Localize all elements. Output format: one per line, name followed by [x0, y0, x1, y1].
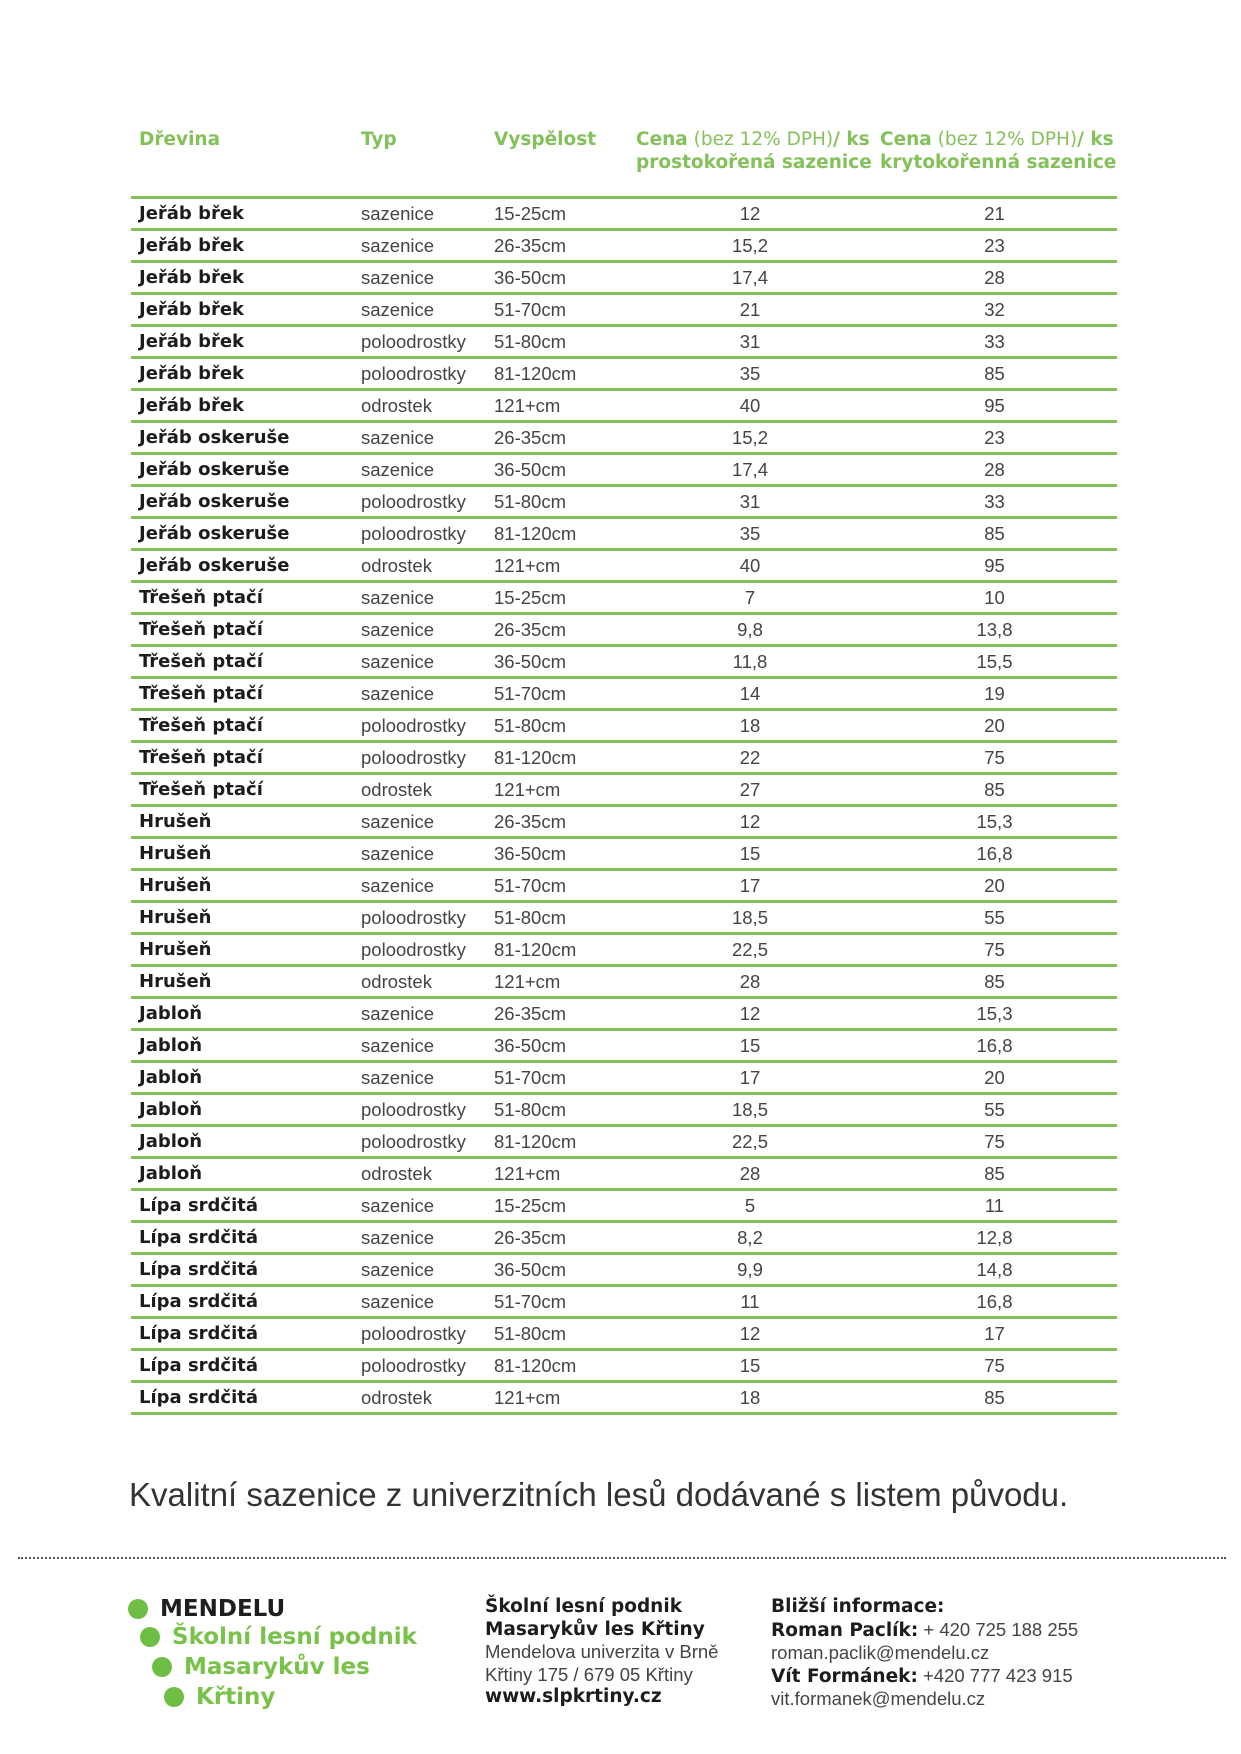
cell-maturity: 51-80cm	[486, 902, 628, 934]
header-type: Typ	[353, 124, 486, 198]
cell-type: sazenice	[353, 870, 486, 902]
table-row	[131, 806, 1117, 838]
cell-type: poloodrostky	[353, 902, 486, 934]
cell-type: poloodrostky	[353, 1318, 486, 1350]
cell-maturity: 51-80cm	[486, 710, 628, 742]
table-row	[131, 870, 1117, 902]
cell-price-bare-root: 18	[628, 1382, 872, 1414]
table-row	[131, 710, 1117, 742]
header-row	[131, 124, 1117, 198]
cell-price-bare-root: 12	[628, 806, 872, 838]
table-row	[131, 454, 1117, 486]
table-row	[131, 742, 1117, 774]
cell-type: poloodrostky	[353, 1126, 486, 1158]
cell-maturity: 15-25cm	[486, 582, 628, 614]
cell-price-container: 13,8	[872, 614, 1117, 646]
cell-species: Jabloň	[131, 1030, 353, 1062]
table-row	[131, 902, 1117, 934]
cell-price-container: 23	[872, 230, 1117, 262]
website-link[interactable]: www.slpkrtiny.cz	[485, 1686, 662, 1707]
table-row	[131, 1318, 1117, 1350]
cell-price-container: 33	[872, 486, 1117, 518]
cell-price-bare-root: 15,2	[628, 230, 872, 262]
cell-price-bare-root: 17,4	[628, 454, 872, 486]
logo-text-3: Masarykův les	[184, 1654, 370, 1680]
cell-price-container: 15,3	[872, 998, 1117, 1030]
cell-price-bare-root: 28	[628, 966, 872, 998]
cell-type: odrostek	[353, 390, 486, 422]
contact-1-email[interactable]: roman.paclik@mendelu.cz	[771, 1642, 990, 1663]
cell-maturity: 51-80cm	[486, 1094, 628, 1126]
contact-2-phone: +420 777 423 915	[917, 1664, 1073, 1686]
logo-text-1: MENDELU	[160, 1596, 286, 1622]
cell-maturity: 121+cm	[486, 550, 628, 582]
cell-maturity: 51-70cm	[486, 1062, 628, 1094]
cell-maturity: 36-50cm	[486, 262, 628, 294]
cell-type: poloodrostky	[353, 710, 486, 742]
cell-species: Jeřáb oskeruše	[131, 486, 353, 518]
cell-maturity: 81-120cm	[486, 742, 628, 774]
cell-type: poloodrostky	[353, 486, 486, 518]
cell-maturity: 36-50cm	[486, 1030, 628, 1062]
cell-maturity: 36-50cm	[486, 454, 628, 486]
cell-species: Jeřáb břek	[131, 358, 353, 390]
cell-type: sazenice	[353, 678, 486, 710]
cell-species: Třešeň ptačí	[131, 614, 353, 646]
price-table-body	[131, 198, 1117, 1414]
table-row	[131, 518, 1117, 550]
cell-maturity: 51-80cm	[486, 326, 628, 358]
cell-price-container: 20	[872, 710, 1117, 742]
cell-price-bare-root: 27	[628, 774, 872, 806]
logo-line-4	[164, 1684, 275, 1710]
cell-species: Třešeň ptačí	[131, 742, 353, 774]
cell-species: Třešeň ptačí	[131, 646, 353, 678]
header-price-bare-kind: prostokořená sazenice	[636, 152, 872, 173]
cell-type: poloodrostky	[353, 1094, 486, 1126]
cell-price-container: 17	[872, 1318, 1117, 1350]
cell-price-bare-root: 28	[628, 1158, 872, 1190]
cell-maturity: 121+cm	[486, 390, 628, 422]
cell-maturity: 81-120cm	[486, 1350, 628, 1382]
logo-text-4: Křtiny	[196, 1684, 276, 1710]
cell-type: sazenice	[353, 294, 486, 326]
logo-line-3	[152, 1654, 370, 1680]
cell-maturity: 121+cm	[486, 966, 628, 998]
cell-price-bare-root: 12	[628, 1318, 872, 1350]
table-row	[131, 422, 1117, 454]
cell-price-container: 33	[872, 326, 1117, 358]
cell-price-container: 23	[872, 422, 1117, 454]
cell-species: Hrušeň	[131, 870, 353, 902]
cell-type: odrostek	[353, 1382, 486, 1414]
cell-price-container: 28	[872, 262, 1117, 294]
cell-price-container: 19	[872, 678, 1117, 710]
price-table-header	[131, 124, 1117, 198]
cell-maturity: 121+cm	[486, 1158, 628, 1190]
cell-price-container: 21	[872, 198, 1117, 230]
cell-type: sazenice	[353, 998, 486, 1030]
table-row	[131, 614, 1117, 646]
address-name-2: Masarykův les Křtiny	[485, 1618, 705, 1640]
cell-price-container: 55	[872, 1094, 1117, 1126]
cell-maturity: 51-80cm	[486, 1318, 628, 1350]
table-row	[131, 390, 1117, 422]
cell-type: sazenice	[353, 1062, 486, 1094]
table-row	[131, 1094, 1117, 1126]
cell-type: sazenice	[353, 230, 486, 262]
cell-type: sazenice	[353, 614, 486, 646]
cell-species: Jabloň	[131, 1094, 353, 1126]
table-row	[131, 262, 1117, 294]
table-row	[131, 294, 1117, 326]
cell-type: sazenice	[353, 1030, 486, 1062]
logo-line-2	[140, 1624, 417, 1650]
table-row	[131, 550, 1117, 582]
table-row	[131, 934, 1117, 966]
cell-maturity: 81-120cm	[486, 934, 628, 966]
table-row	[131, 582, 1117, 614]
cell-species: Jeřáb oskeruše	[131, 518, 353, 550]
cell-price-container: 28	[872, 454, 1117, 486]
dotted-separator	[18, 1557, 1226, 1559]
cell-species: Jabloň	[131, 998, 353, 1030]
cell-type: odrostek	[353, 1158, 486, 1190]
cell-type: sazenice	[353, 422, 486, 454]
cell-species: Jeřáb břek	[131, 262, 353, 294]
cell-maturity: 26-35cm	[486, 806, 628, 838]
cell-type: sazenice	[353, 646, 486, 678]
address-name-1: Školní lesní podnik	[485, 1596, 682, 1617]
cell-maturity: 36-50cm	[486, 1254, 628, 1286]
cell-price-bare-root: 15	[628, 1350, 872, 1382]
cell-price-container: 16,8	[872, 1030, 1117, 1062]
cell-maturity: 51-80cm	[486, 486, 628, 518]
contact-2-email[interactable]: vit.formanek@mendelu.cz	[771, 1688, 986, 1709]
cell-species: Hrušeň	[131, 934, 353, 966]
cell-price-bare-root: 35	[628, 518, 872, 550]
contact-2	[771, 1665, 1101, 1689]
cell-price-bare-root: 22,5	[628, 1126, 872, 1158]
cell-type: odrostek	[353, 774, 486, 806]
cell-price-bare-root: 22	[628, 742, 872, 774]
cell-price-container: 85	[872, 1158, 1117, 1190]
cell-type: sazenice	[353, 1222, 486, 1254]
cell-price-container: 85	[872, 966, 1117, 998]
contact-heading: Bližší informace:	[771, 1596, 945, 1617]
cell-price-container: 20	[872, 870, 1117, 902]
address-block	[485, 1596, 755, 1709]
address-line-3: Mendelova univerzita v Brně	[485, 1641, 719, 1662]
cell-species: Jabloň	[131, 1158, 353, 1190]
cell-maturity: 26-35cm	[486, 998, 628, 1030]
cell-species: Jeřáb břek	[131, 390, 353, 422]
cell-type: sazenice	[353, 198, 486, 230]
address-line-4: Křtiny 175 / 679 05 Křtiny	[485, 1663, 693, 1685]
cell-price-bare-root: 9,9	[628, 1254, 872, 1286]
logo-dot-icon	[164, 1687, 184, 1707]
cell-price-bare-root: 17	[628, 1062, 872, 1094]
cell-type: sazenice	[353, 1286, 486, 1318]
cell-price-container: 75	[872, 1126, 1117, 1158]
cell-price-container: 14,8	[872, 1254, 1117, 1286]
cell-type: odrostek	[353, 550, 486, 582]
cell-price-bare-root: 31	[628, 326, 872, 358]
cell-price-bare-root: 17,4	[628, 262, 872, 294]
cell-maturity: 81-120cm	[486, 518, 628, 550]
cell-price-container: 16,8	[872, 1286, 1117, 1318]
cell-price-bare-root: 14	[628, 678, 872, 710]
cell-price-bare-root: 17	[628, 870, 872, 902]
header-price-bare-label: Cena	[636, 129, 688, 150]
cell-maturity: 121+cm	[486, 774, 628, 806]
cell-price-bare-root: 40	[628, 550, 872, 582]
cell-species: Jeřáb břek	[131, 198, 353, 230]
cell-price-bare-root: 22,5	[628, 934, 872, 966]
cell-type: sazenice	[353, 1190, 486, 1222]
cell-type: poloodrostky	[353, 742, 486, 774]
cell-price-bare-root: 15,2	[628, 422, 872, 454]
table-row	[131, 838, 1117, 870]
contact-1	[771, 1619, 1101, 1643]
cell-maturity: 15-25cm	[486, 198, 628, 230]
table-row	[131, 326, 1117, 358]
cell-price-bare-root: 12	[628, 998, 872, 1030]
cell-maturity: 51-70cm	[486, 678, 628, 710]
cell-maturity: 36-50cm	[486, 838, 628, 870]
contact-1-name: Roman Paclík:	[771, 1619, 919, 1641]
cell-price-bare-root: 11,8	[628, 646, 872, 678]
cell-type: poloodrostky	[353, 518, 486, 550]
header-price-container-kind: krytokořenná sazenice	[880, 152, 1117, 173]
cell-price-container: 85	[872, 774, 1117, 806]
cell-price-container: 10	[872, 582, 1117, 614]
cell-price-container: 85	[872, 358, 1117, 390]
table-row	[131, 1286, 1117, 1318]
contact-info-block	[771, 1596, 1101, 1711]
logo-text-2: Školní lesní podnik	[172, 1624, 417, 1650]
cell-species: Lípa srdčitá	[131, 1222, 353, 1254]
cell-species: Jabloň	[131, 1062, 353, 1094]
cell-type: odrostek	[353, 966, 486, 998]
cell-type: sazenice	[353, 262, 486, 294]
price-table	[131, 124, 1117, 1415]
cell-species: Lípa srdčitá	[131, 1382, 353, 1414]
cell-price-bare-root: 8,2	[628, 1222, 872, 1254]
table-row	[131, 486, 1117, 518]
cell-maturity: 51-70cm	[486, 294, 628, 326]
cell-species: Lípa srdčitá	[131, 1286, 353, 1318]
table-row	[131, 1030, 1117, 1062]
cell-price-container: 95	[872, 550, 1117, 582]
cell-species: Třešeň ptačí	[131, 582, 353, 614]
cell-species: Jeřáb břek	[131, 230, 353, 262]
cell-maturity: 15-25cm	[486, 1190, 628, 1222]
cell-price-container: 12,8	[872, 1222, 1117, 1254]
table-row	[131, 198, 1117, 230]
cell-price-bare-root: 7	[628, 582, 872, 614]
cell-maturity: 36-50cm	[486, 646, 628, 678]
cell-species: Jabloň	[131, 1126, 353, 1158]
cell-maturity: 51-70cm	[486, 870, 628, 902]
header-price-container	[872, 124, 1117, 198]
cell-price-bare-root: 18,5	[628, 1094, 872, 1126]
cell-price-bare-root: 5	[628, 1190, 872, 1222]
cell-maturity: 51-70cm	[486, 1286, 628, 1318]
cell-price-container: 75	[872, 1350, 1117, 1382]
logo-dot-icon	[152, 1657, 172, 1677]
cell-maturity: 81-120cm	[486, 1126, 628, 1158]
cell-price-container: 75	[872, 742, 1117, 774]
mendelu-logo	[128, 1596, 458, 1726]
cell-species: Lípa srdčitá	[131, 1254, 353, 1286]
cell-price-bare-root: 40	[628, 390, 872, 422]
cell-species: Jeřáb oskeruše	[131, 454, 353, 486]
cell-type: poloodrostky	[353, 358, 486, 390]
cell-species: Jeřáb oskeruše	[131, 550, 353, 582]
table-row	[131, 1158, 1117, 1190]
logo-dot-icon	[140, 1627, 160, 1647]
cell-maturity: 26-35cm	[486, 422, 628, 454]
logo-line-1	[128, 1596, 285, 1622]
cell-price-container: 75	[872, 934, 1117, 966]
cell-type: sazenice	[353, 1254, 486, 1286]
cell-type: poloodrostky	[353, 326, 486, 358]
cell-species: Třešeň ptačí	[131, 710, 353, 742]
cell-price-bare-root: 18	[628, 710, 872, 742]
cell-maturity: 26-35cm	[486, 614, 628, 646]
cell-species: Hrušeň	[131, 966, 353, 998]
cell-price-container: 95	[872, 390, 1117, 422]
cell-type: sazenice	[353, 806, 486, 838]
header-price-bare-vat: (bez 12% DPH)	[687, 129, 834, 150]
header-price-container-unit: / ks	[1077, 129, 1114, 150]
cell-price-bare-root: 12	[628, 198, 872, 230]
header-maturity: Vyspělost	[486, 124, 628, 198]
table-row	[131, 774, 1117, 806]
table-row	[131, 1222, 1117, 1254]
header-species: Dřevina	[131, 124, 353, 198]
cell-price-bare-root: 35	[628, 358, 872, 390]
cell-maturity: 121+cm	[486, 1382, 628, 1414]
cell-price-container: 85	[872, 1382, 1117, 1414]
cell-price-container: 85	[872, 518, 1117, 550]
contact-1-phone: + 420 725 188 255	[918, 1618, 1079, 1640]
cell-species: Třešeň ptačí	[131, 774, 353, 806]
cell-price-container: 55	[872, 902, 1117, 934]
table-row	[131, 998, 1117, 1030]
cell-type: sazenice	[353, 454, 486, 486]
header-price-container-label: Cena	[880, 129, 932, 150]
table-row	[131, 1126, 1117, 1158]
table-row	[131, 1382, 1117, 1414]
cell-type: poloodrostky	[353, 934, 486, 966]
table-row	[131, 230, 1117, 262]
cell-species: Hrušeň	[131, 806, 353, 838]
cell-type: poloodrostky	[353, 1350, 486, 1382]
header-price-bare-unit: / ks	[833, 129, 870, 150]
cell-price-bare-root: 31	[628, 486, 872, 518]
cell-species: Lípa srdčitá	[131, 1350, 353, 1382]
cell-price-bare-root: 15	[628, 838, 872, 870]
cell-type: sazenice	[353, 838, 486, 870]
cell-price-container: 11	[872, 1190, 1117, 1222]
cell-maturity: 81-120cm	[486, 358, 628, 390]
cell-price-bare-root: 9,8	[628, 614, 872, 646]
cell-maturity: 26-35cm	[486, 230, 628, 262]
cell-species: Hrušeň	[131, 902, 353, 934]
table-row	[131, 646, 1117, 678]
cell-species: Jeřáb břek	[131, 294, 353, 326]
cell-species: Třešeň ptačí	[131, 678, 353, 710]
header-price-container-vat: (bez 12% DPH)	[931, 129, 1078, 150]
table-row	[131, 966, 1117, 998]
cell-price-container: 15,5	[872, 646, 1117, 678]
table-row	[131, 678, 1117, 710]
tagline: Kvalitní sazenice z univerzitních lesů dodávané s listem původu.	[129, 1476, 1069, 1513]
table-row	[131, 1190, 1117, 1222]
cell-species: Jeřáb oskeruše	[131, 422, 353, 454]
table-row	[131, 1350, 1117, 1382]
cell-species: Jeřáb břek	[131, 326, 353, 358]
cell-species: Lípa srdčitá	[131, 1190, 353, 1222]
cell-price-bare-root: 11	[628, 1286, 872, 1318]
cell-price-container: 16,8	[872, 838, 1117, 870]
table-row	[131, 1062, 1117, 1094]
logo-dot-icon	[128, 1599, 148, 1619]
cell-species: Lípa srdčitá	[131, 1318, 353, 1350]
cell-species: Hrušeň	[131, 838, 353, 870]
cell-price-container: 20	[872, 1062, 1117, 1094]
cell-price-bare-root: 18,5	[628, 902, 872, 934]
cell-type: sazenice	[353, 582, 486, 614]
table-row	[131, 1254, 1117, 1286]
cell-price-bare-root: 15	[628, 1030, 872, 1062]
contact-2-name: Vít Formánek:	[771, 1665, 918, 1687]
cell-maturity: 26-35cm	[486, 1222, 628, 1254]
cell-price-container: 32	[872, 294, 1117, 326]
cell-price-container: 15,3	[872, 806, 1117, 838]
table-row	[131, 358, 1117, 390]
header-price-bare-root	[628, 124, 872, 198]
cell-price-bare-root: 21	[628, 294, 872, 326]
